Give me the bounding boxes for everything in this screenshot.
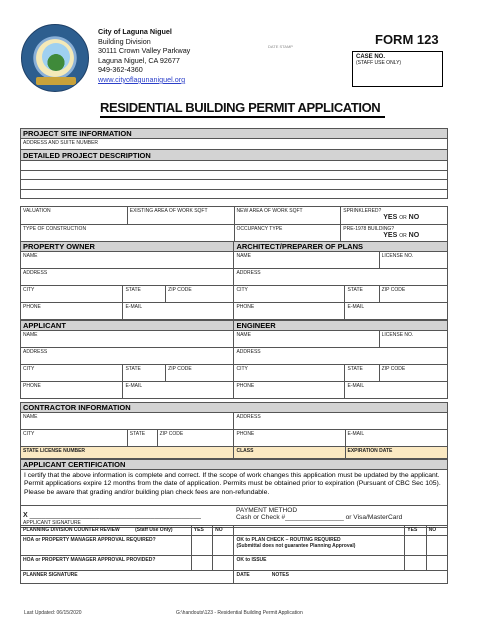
signature-line: ____________________________________________ — [29, 512, 201, 519]
hoa-provided-no[interactable] — [213, 556, 234, 571]
project-address-field[interactable] — [21, 139, 448, 150]
property-owner-heading: PROPERTY OWNER — [21, 242, 234, 252]
pre1978-or: OR — [399, 233, 407, 239]
staff-only-note: (Staff Use Only) — [135, 527, 173, 533]
planner-signature-field[interactable] — [21, 571, 234, 584]
owner-email-label: E-MAIL — [125, 304, 143, 310]
applicant-city-field[interactable] — [21, 365, 123, 382]
last-updated-note: Last Updated: 06/15/2020 — [24, 610, 82, 616]
contractor-zip-field[interactable] — [157, 430, 234, 447]
expiration-date-label: EXPIRATION DATE — [347, 448, 393, 454]
architect-state-label: STATE — [347, 287, 363, 293]
applicant-email-label: E-MAIL — [125, 383, 143, 389]
ok-issue-yes[interactable] — [405, 556, 426, 571]
owner-name-field[interactable] — [21, 252, 234, 269]
contractor-phone-field[interactable] — [234, 430, 345, 447]
owner-architect-table — [20, 241, 448, 320]
engineer-phone-field[interactable] — [234, 382, 345, 399]
contractor-class-field[interactable] — [234, 447, 345, 459]
contractor-table — [20, 402, 448, 459]
engineer-city-label: CITY — [236, 366, 248, 372]
certification-table — [20, 459, 448, 528]
case-number-box[interactable] — [352, 51, 443, 87]
engineer-license-label: LICENSE NO. — [381, 332, 414, 338]
engineer-address-label: ADDRESS — [236, 349, 261, 355]
owner-zip-label: ZIP CODE — [168, 287, 192, 293]
state-license-field[interactable] — [21, 447, 234, 459]
architect-city-field[interactable] — [234, 286, 345, 303]
review-right-no-header: NO — [426, 526, 447, 536]
sprinklered-field[interactable] — [341, 207, 448, 225]
architect-email-label: E-MAIL — [347, 304, 365, 310]
sprinklered-yes[interactable]: YES — [383, 214, 398, 221]
pre1978-no[interactable]: NO — [408, 232, 420, 239]
state-license-label: STATE LICENSE NUMBER — [23, 448, 86, 454]
page-title: RESIDENTIAL BUILDING PERMIT APPLICATION — [100, 100, 381, 115]
signature-x-mark: X — [23, 512, 28, 519]
date-notes-field[interactable] — [234, 571, 448, 584]
contractor-state-field[interactable] — [127, 430, 157, 447]
engineer-city-field[interactable] — [234, 365, 345, 382]
owner-city-label: CITY — [23, 287, 35, 293]
occupancy-label: OCCUPANCY TYPE — [236, 226, 283, 232]
date-stamp-note: DATE STAMP — [268, 44, 293, 49]
architect-license-label: LICENSE NO. — [381, 253, 414, 259]
owner-address-field[interactable] — [21, 269, 234, 286]
division-name: Building Division — [98, 36, 151, 46]
contractor-address-label: ADDRESS — [236, 414, 261, 420]
city-seal-logo — [21, 24, 89, 92]
hoa-required-yes[interactable] — [191, 536, 212, 556]
signature-label: APPLICANT SIGNATURE — [23, 520, 81, 526]
ok-plan-check-yes[interactable] — [405, 536, 426, 556]
owner-phone-field[interactable] — [21, 303, 123, 320]
title-underline — [100, 116, 385, 118]
description-line-1[interactable] — [21, 161, 448, 171]
contractor-zip-label: ZIP CODE — [159, 431, 184, 437]
architect-address-label: ADDRESS — [236, 270, 261, 276]
architect-city-label: CITY — [236, 287, 248, 293]
seal-landscape — [42, 43, 70, 71]
engineer-zip-label: ZIP CODE — [381, 366, 406, 372]
phone-number: 949-362-4360 — [98, 65, 143, 75]
engineer-name-field[interactable] — [234, 331, 379, 348]
planning-review-label: PLANNING DIVISION COUNTER REVIEW — [23, 527, 120, 533]
contractor-city-field[interactable] — [21, 430, 128, 447]
ok-plan-check-note: (Submittal does not guarantee Planning Approval) — [236, 543, 356, 549]
ok-issue-label: OK to ISSUE — [234, 556, 405, 571]
architect-email-field[interactable] — [345, 303, 448, 320]
hoa-required-label: HOA or PROPERTY MANAGER APPROVAL REQUIRED? — [21, 536, 192, 556]
applicant-heading: APPLICANT — [21, 321, 234, 331]
architect-phone-label: PHONE — [236, 304, 255, 310]
architect-name-label: NAME — [236, 253, 251, 259]
engineer-state-field[interactable] — [345, 365, 379, 382]
architect-name-field[interactable] — [234, 252, 379, 269]
pre1978-label: PRE-1978 BUILDING? — [343, 226, 395, 232]
architect-state-field[interactable] — [345, 286, 379, 303]
planner-signature-label: PLANNER SIGNATURE — [23, 572, 78, 578]
contractor-heading: CONTRACTOR INFORMATION — [21, 403, 448, 413]
hoa-required-no[interactable] — [213, 536, 234, 556]
contractor-email-label: E-MAIL — [347, 431, 365, 437]
case-no-note: (STAFF USE ONLY) — [356, 60, 402, 66]
review-right-blank — [234, 526, 405, 536]
contractor-name-label: NAME — [23, 414, 38, 420]
applicant-phone-label: PHONE — [23, 383, 41, 389]
sprinklered-no[interactable]: NO — [408, 214, 420, 221]
certification-heading: APPLICANT CERTIFICATION — [21, 460, 448, 470]
hoa-provided-yes[interactable] — [191, 556, 212, 571]
applicant-state-label: STATE — [125, 366, 141, 372]
staff-review-table — [20, 525, 448, 584]
contractor-state-label: STATE — [129, 431, 146, 437]
applicant-city-label: CITY — [23, 366, 35, 372]
owner-phone-label: PHONE — [23, 304, 41, 310]
architect-license-field[interactable] — [379, 252, 447, 269]
new-area-field[interactable] — [234, 207, 341, 225]
existing-area-label: EXISTING AREA OF WORK SQFT — [129, 208, 208, 214]
hoa-provided-label: HOA or PROPERTY MANAGER APPROVAL PROVIDED? — [21, 556, 192, 571]
engineer-state-label: STATE — [347, 366, 363, 372]
ok-issue-no[interactable] — [426, 556, 447, 571]
engineer-phone-label: PHONE — [236, 383, 255, 389]
valuation-field[interactable] — [21, 207, 128, 225]
description-line-3[interactable] — [21, 180, 448, 190]
review-yes-header: YES — [191, 526, 212, 536]
owner-zip-field[interactable] — [166, 286, 234, 303]
applicant-zip-label: ZIP CODE — [168, 366, 192, 372]
form-number: FORM 123 — [375, 32, 439, 47]
city-contact-block — [98, 27, 190, 85]
applicant-engineer-table — [20, 320, 448, 399]
sprinklered-label: SPRINKLERED? — [343, 208, 382, 214]
engineer-address-field[interactable] — [234, 348, 448, 365]
description-line-4[interactable] — [21, 189, 448, 199]
permit-form-table — [20, 128, 448, 199]
engineer-license-field[interactable] — [379, 331, 447, 348]
architect-heading: ARCHITECT/PREPARER OF PLANS — [234, 242, 448, 252]
owner-state-label: STATE — [125, 287, 141, 293]
construction-type-label: TYPE OF CONSTRUCTION — [23, 226, 87, 232]
sprinklered-or: OR — [399, 215, 407, 221]
city-state-zip: Laguna Niguel, CA 92677 — [98, 55, 180, 65]
pre1978-field[interactable] — [341, 225, 448, 242]
org-name: City of Laguna Niguel — [98, 27, 172, 36]
owner-city-field[interactable] — [21, 286, 123, 303]
existing-area-field[interactable] — [127, 207, 234, 225]
applicant-name-label: NAME — [23, 332, 38, 338]
review-no-header: NO — [213, 526, 234, 536]
description-heading: DETAILED PROJECT DESCRIPTION — [21, 150, 448, 161]
ok-plan-check-cell — [234, 536, 405, 556]
applicant-address-label: ADDRESS — [23, 349, 48, 355]
payment-options: Cash or Check #________________ or Visa/MasterCard — [236, 514, 403, 521]
project-site-heading: PROJECT SITE INFORMATION — [21, 129, 448, 139]
website-link[interactable]: www.cityoflagunaniguel.org — [98, 74, 186, 84]
street-address: 30111 Crown Valley Parkway — [98, 46, 191, 56]
valuation-label: VALUATION — [23, 208, 51, 214]
contractor-phone-label: PHONE — [236, 431, 255, 437]
case-no-label: CASE NO. — [356, 54, 386, 60]
applicant-phone-field[interactable] — [21, 382, 123, 399]
applicant-email-field[interactable] — [123, 382, 234, 399]
applicant-zip-field[interactable] — [166, 365, 234, 382]
ok-plan-check-label: OK to PLAN CHECK – ROUTING REQUIRED — [236, 537, 341, 543]
engineer-zip-field[interactable] — [379, 365, 447, 382]
contractor-name-field[interactable] — [21, 413, 234, 430]
file-path-note: G:\handouts\123 - Residential Building Permit Application — [176, 610, 303, 616]
owner-email-field[interactable] — [123, 303, 234, 320]
contractor-class-label: CLASS — [236, 448, 254, 454]
pre1978-yes[interactable]: YES — [383, 232, 398, 239]
architect-zip-label: ZIP CODE — [381, 287, 406, 293]
expiration-date-field[interactable] — [345, 447, 448, 459]
engineer-heading: ENGINEER — [234, 321, 448, 331]
planning-review-cell — [21, 526, 192, 536]
contractor-city-label: CITY — [23, 431, 35, 437]
project-address-label: ADDRESS AND SUITE NUMBER — [23, 140, 99, 146]
construction-type-field[interactable] — [21, 225, 235, 242]
architect-address-field[interactable] — [234, 269, 448, 286]
applicant-address-field[interactable] — [21, 348, 234, 365]
review-right-yes-header: YES — [405, 526, 426, 536]
engineer-email-label: E-MAIL — [347, 383, 365, 389]
valuation-table — [20, 206, 448, 242]
new-area-label: NEW AREA OF WORK SQFT — [236, 208, 303, 214]
payment-method-label: PAYMENT METHOD — [236, 507, 298, 514]
owner-name-label: NAME — [23, 253, 38, 259]
applicant-name-field[interactable] — [21, 331, 234, 348]
seal-ribbon — [36, 77, 76, 85]
owner-state-field[interactable] — [123, 286, 166, 303]
notes-label: NOTES — [271, 572, 289, 578]
contractor-email-field[interactable] — [345, 430, 448, 447]
applicant-state-field[interactable] — [123, 365, 166, 382]
ok-plan-check-no[interactable] — [426, 536, 447, 556]
date-label: DATE — [236, 572, 250, 578]
contractor-address-field[interactable] — [234, 413, 448, 430]
engineer-name-label: NAME — [236, 332, 251, 338]
engineer-email-field[interactable] — [345, 382, 448, 399]
architect-phone-field[interactable] — [234, 303, 345, 320]
architect-zip-field[interactable] — [379, 286, 447, 303]
owner-address-label: ADDRESS — [23, 270, 48, 276]
certification-text: I certify that the above information is complete and correct. If the scope of work changes this application must be updated by the applicant. Permit applications expire 12 months from the date of application. Permits must be obtained prior to expiration (Pursuant of CBC Sec 105). Please be aware that grading and/or building plan check fees are non-refundable. — [21, 470, 448, 506]
description-line-2[interactable] — [21, 170, 448, 180]
occupancy-field[interactable] — [234, 225, 341, 242]
